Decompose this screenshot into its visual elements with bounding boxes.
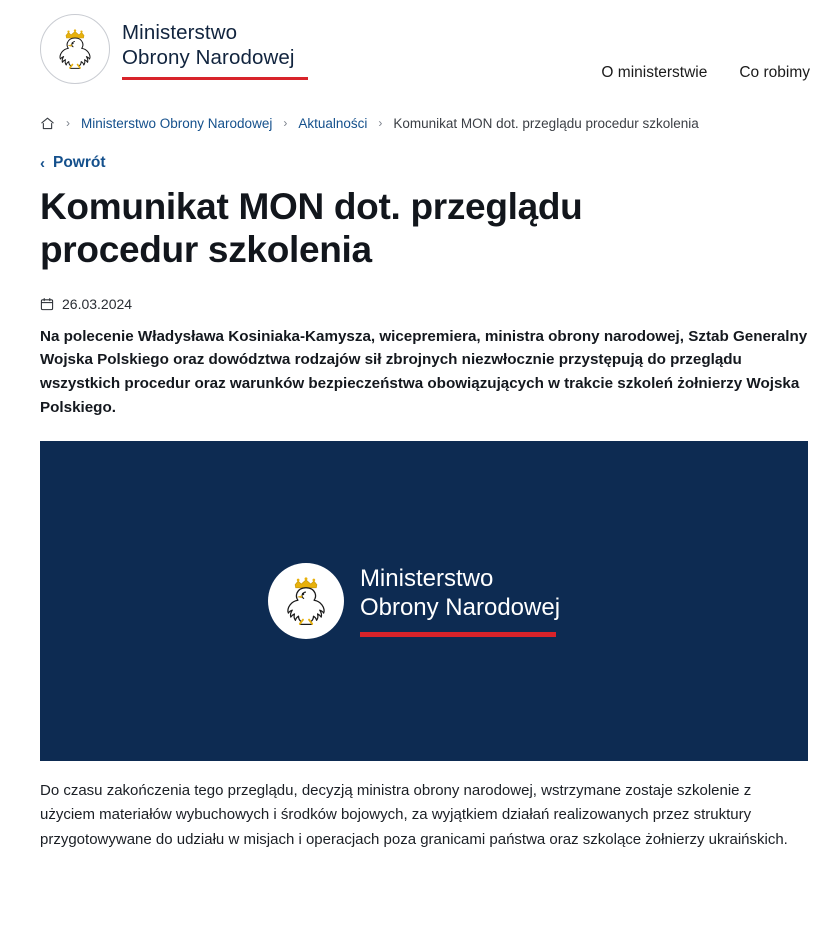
breadcrumb-separator: › [378,116,383,130]
hero-brand-text [360,565,560,637]
breadcrumb-item-ministerstwo[interactable]: Ministerstwo Obrony Narodowej [81,115,273,131]
article-paragraph: Do czasu zakończenia tego przeglądu, decyzją ministra obrony narodowej, wstrzymane zostaje szkolenie z użyciem materiałów wybuchowych i środków bojowych, za wyjątkiem działań realizowanych przez struktury przygotowywane do udziału w misjach i operacjach poza granicami państwa oraz szkolące żołnierzy ukraińskich. [40,782,788,848]
breadcrumb [0,104,830,136]
hero-brand-line-2: Obrony Narodowej [359,594,561,622]
back-button-label: Powrót [53,154,106,171]
polish-eagle-crest-icon [40,14,110,84]
brand-line-1: Ministerstwo [122,20,238,44]
nav-item-co-robimy[interactable]: Co robimy [739,64,810,81]
article-lead: Na polecenie Władysława Kosiniaka-Kamysza, wicepremiera, ministra obrony narodowej, Sztab Generalny Wojska Polskiego oraz dowództwa rodzajów sił zbrojnych niezwłocznie przystępują do przeglądu wszystkich procedur oraz warunków bezpieczeństwa obowiązujących w trakcie szkoleń żołnierzy Wojska Polskiego. [40,327,808,416]
site-header [0,0,830,104]
hero-brand-line-1: Ministerstwo [359,565,494,593]
polish-eagle-crest-icon [268,563,344,639]
site-logo-link[interactable] [40,14,308,84]
brand-line-2: Obrony Narodowej [122,45,295,69]
nav-item-o-ministerstwie[interactable]: O ministerstwie [601,64,708,81]
article-hero-image [40,441,808,761]
page-title: Komunikat MON dot. przeglądu procedur szkolenia [40,185,583,271]
brand-text [122,18,308,81]
article-date: 26.03.2024 [62,295,133,312]
chevron-left-icon: ‹ [40,154,45,172]
brand-accent-rule [122,77,308,81]
article [0,136,830,852]
back-button[interactable] [40,154,106,172]
main-navigation [601,64,810,82]
hero-brand [268,563,560,639]
breadcrumb-separator: › [283,116,288,130]
breadcrumb-separator: › [66,116,70,130]
breadcrumb-item-aktualnosci[interactable]: Aktualności [298,115,368,131]
hero-accent-rule [360,632,556,637]
breadcrumb-item-current: Komunikat MON dot. przeglądu procedur szkolenia [393,115,699,131]
calendar-icon [40,297,54,311]
home-icon[interactable] [40,116,55,131]
article-meta [40,296,810,312]
